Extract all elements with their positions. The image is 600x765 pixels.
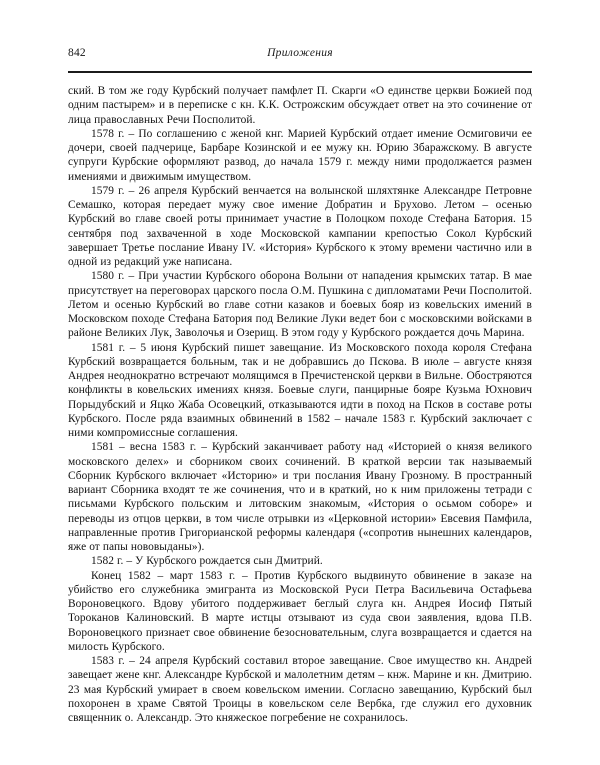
paragraph-1579: 1579 г. – 26 апреля Курбский венчается на волынской шляхтянке Александре Петровне Семашко, которая передает мужу свое имение Добратин и Брухово. Летом – осенью Курбский во главе своей роты принимает участие в Полоцком походе Стефана Батория. 15 сентября под захваченной в ходе Московской кампании крепостью Сокол Курбский завершает Третье послание Ивану IV. «История» Курбского к этому времени частично или в одной из редакций уже написана.: [68, 184, 532, 268]
body-text-block: [68, 84, 532, 725]
running-head-title: Приложения: [267, 47, 333, 59]
paragraph-1581-1583: 1581 – весна 1583 г. – Курбский заканчивает работу над «Историей о князя великого московского делех» и сборником своих сочинений. В краткой версии так называемый Сборник Курбского включает «Историю» и три послания Ивану Грозному. В пространный вариант Сборника входят те же сочинения, что и в краткий, но к ним приложены тетради с письмами Курбского польским и литовским знакомым, «История о осьмом соборе» и переводы из отцов церкви, в том числе отрывки из «Церковной истории» Евсевия Памфила, направленные против Григорианской реформы календаря («сопротив нынешних календаров, яже от папы нововыданы»).: [68, 441, 532, 553]
paragraph-continuation: ский. В том же году Курбский получает памфлет П. Скарги «О единстве церкви Божией под одним пастырем» и в переписке с кн. К.К. Острожским обсуждает ответ на это сочинение от лица православных Речи Посполитой.: [68, 85, 532, 126]
paragraph-1581: 1581 г. – 5 июня Курбский пишет завещание. Из Московского похода короля Стефана Курбский возвращается больным, так и не добравшись до Пскова. В июле – августе князя Андрея неоднократно встречают молящимся в Пречистенской церкви в Вильне. Обостряются конфликты в ковельских имениях князя. Боевые слуги, панцирные бояре Кузьма Юхнович Порыдубский и Яцко Жаба Осовецкий, отказываются идти в поход на Псков в составе роты Курбского. После ряда взаимных обвинений в 1582 – начале 1583 г. Курбский заключает с ними компромиссные соглашения.: [68, 341, 532, 439]
paragraph-1582-1583: Конец 1582 – март 1583 г. – Против Курбского выдвинуто обвинение в заказе на убийство его служебника эмигранта из Московской Руси Петра Васильевича Остафьева Вороновецкого. Вдову убитого поддерживает беглый слуга кн. Андрея Иосиф Пятый Тороканов Калиновский. В марте истцы отзывают из суда свои заявления, вдова П.В. Вороновецкого признает свое обвинение безосновательным, слуга возвращается и сдается на милость Курбского.: [68, 569, 532, 653]
paragraph-1583: 1583 г. – 24 апреля Курбский составил второе завещание. Свое имущество кн. Андрей завещает жене кнг. Александре Курбской и малолетним детям – кнж. Марине и кн. Дмитрию. 23 мая Курбский умирает в своем ковельском имении. Согласно завещанию, Курбский был похоронен в храме Святой Троицы в ковельском селе Вербка, где служил его духовник священник о. Александр. Это княжеское погребение не сохранилось.: [68, 655, 532, 724]
running-head: [68, 46, 532, 64]
page-number: 842: [68, 47, 86, 59]
header-divider-rule: [68, 71, 532, 73]
paragraph-1580: 1580 г. – При участии Курбского оборона Волыни от нападения крымских татар. В мае присутствует на переговорах царского посла О.М. Пушкина с дипломатами Речи Посполитой. Летом и осенью Курбский во главе сотни казаков и боевых бояр из ковельских имений в Московском походе Стефана Батория под Великие Луки ведет бои с московскими войсками в районе Великих Лук, Заволочья и Озерищ. В этом году у Курбского рождается дочь Марина.: [68, 270, 532, 340]
paragraph-1578: 1578 г. – По соглашению с женой кнг. Марией Курбский отдает имение Осмиговичи ее дочери, своей падчерице, Барбаре Козинской и ее мужу кн. Юрию Збаражскому. В августе супруги Курбские оформляют развод, до начала 1579 г. между ними продолжается размен имениями и движимым имуществом.: [68, 127, 532, 183]
paragraph-1582: 1582 г. – У Курбского рождается сын Дмитрий.: [91, 555, 323, 568]
